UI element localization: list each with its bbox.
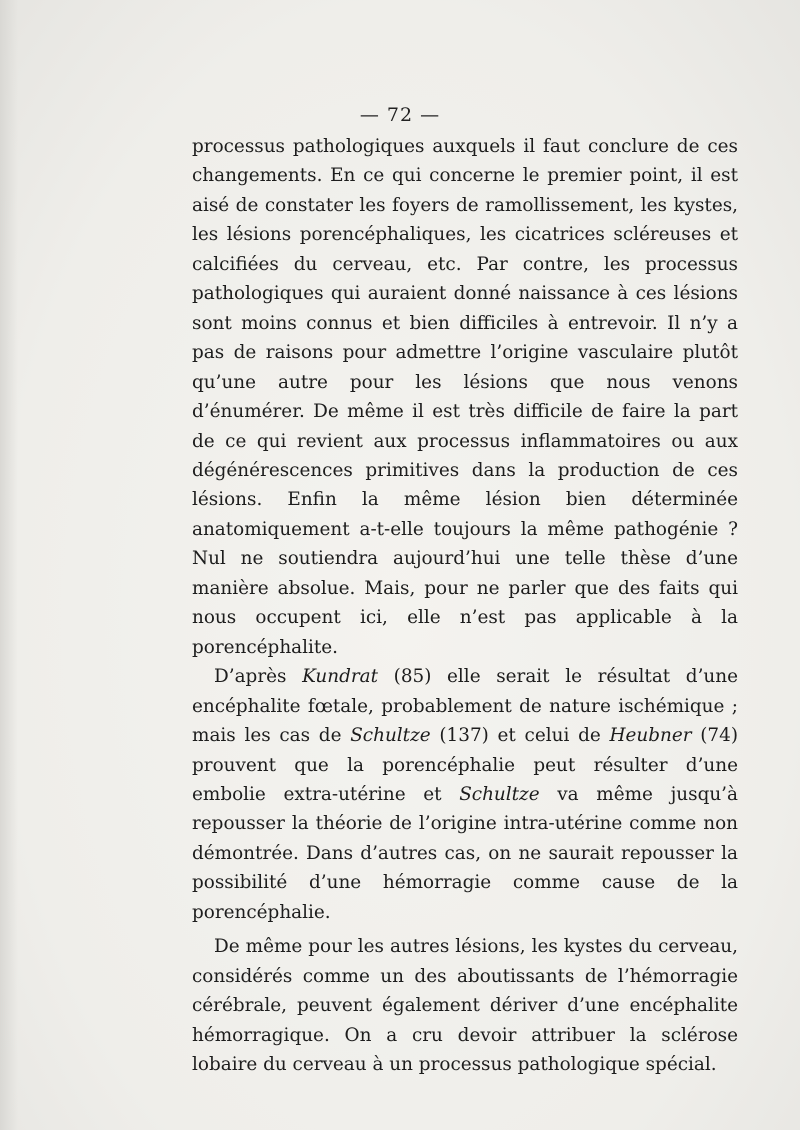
body-text	[192, 132, 738, 1080]
text-run: (74) prouvent que la porencéphalie peut résulter d’une embolie extra-utérine et	[192, 725, 738, 805]
text-run: va même jusqu’à repousser la théorie de l’origine intra-utérine comme non démontrée. Dans d’autres cas, on ne saurait repousser la possibilité d’une hémorragie comme cause de la porencéphalie.	[192, 783, 738, 923]
text-run: processus pathologiques auxquels il faut conclure de ces changements. En ce qui concerne le premier point, il est aisé de constater les foyers de ramollissement, les kystes, les lésions porencéphaliques, les cicatrices scléreuses et calcifiées du cerveau, etc. Par contre, les processus pathologiques qui auraient donné naissance à ces lésions sont moins connus et bien difficiles à entrevoir. Il n’y a pas de raisons pour admettre l’origine vasculaire plutôt qu’une autre pour les lésions que nous venons d’énumérer. De même il est très difficile de faire la part de ce qui revient aux processus inflammatoires ou aux dégénérescences primitives dans la production de ces lésions. Enfin la même lésion bien déterminée anatomiquement a-t-elle toujours la même pathogénie ? Nul ne soutiendra aujourd’hui une telle thèse d’une manière absolue. Mais, pour ne parler que des faits qui nous occupent ici, elle n’est pas applicable à la porencéphalite.	[192, 136, 738, 658]
author-name: Kundrat	[302, 666, 379, 688]
author-name: Heubner	[609, 725, 692, 747]
author-name: Schultze	[459, 783, 540, 805]
paragraph	[192, 132, 738, 662]
page-number: — 72 —	[359, 104, 441, 126]
page-gutter-shadow	[0, 0, 18, 1130]
text-run: De même pour les autres lésions, les kystes du cerveau, considérés comme un des aboutissants de l’hémorragie cérébrale, peuvent également dériver d’une encéphalite hémorragique. On a cru devoir attribuer la sclérose lobaire du cerveau à un processus pathologique spécial.	[192, 936, 738, 1076]
author-name: Schultze	[350, 725, 431, 747]
paragraph	[192, 662, 738, 927]
text-run: (85) elle serait le résultat d’une encéphalite fœtale, probablement de nature ischémique ; mais les cas de	[192, 666, 738, 747]
text-run: D’après	[214, 666, 303, 688]
paragraph	[192, 932, 738, 1079]
text-run: (137) et celui de	[430, 725, 610, 747]
